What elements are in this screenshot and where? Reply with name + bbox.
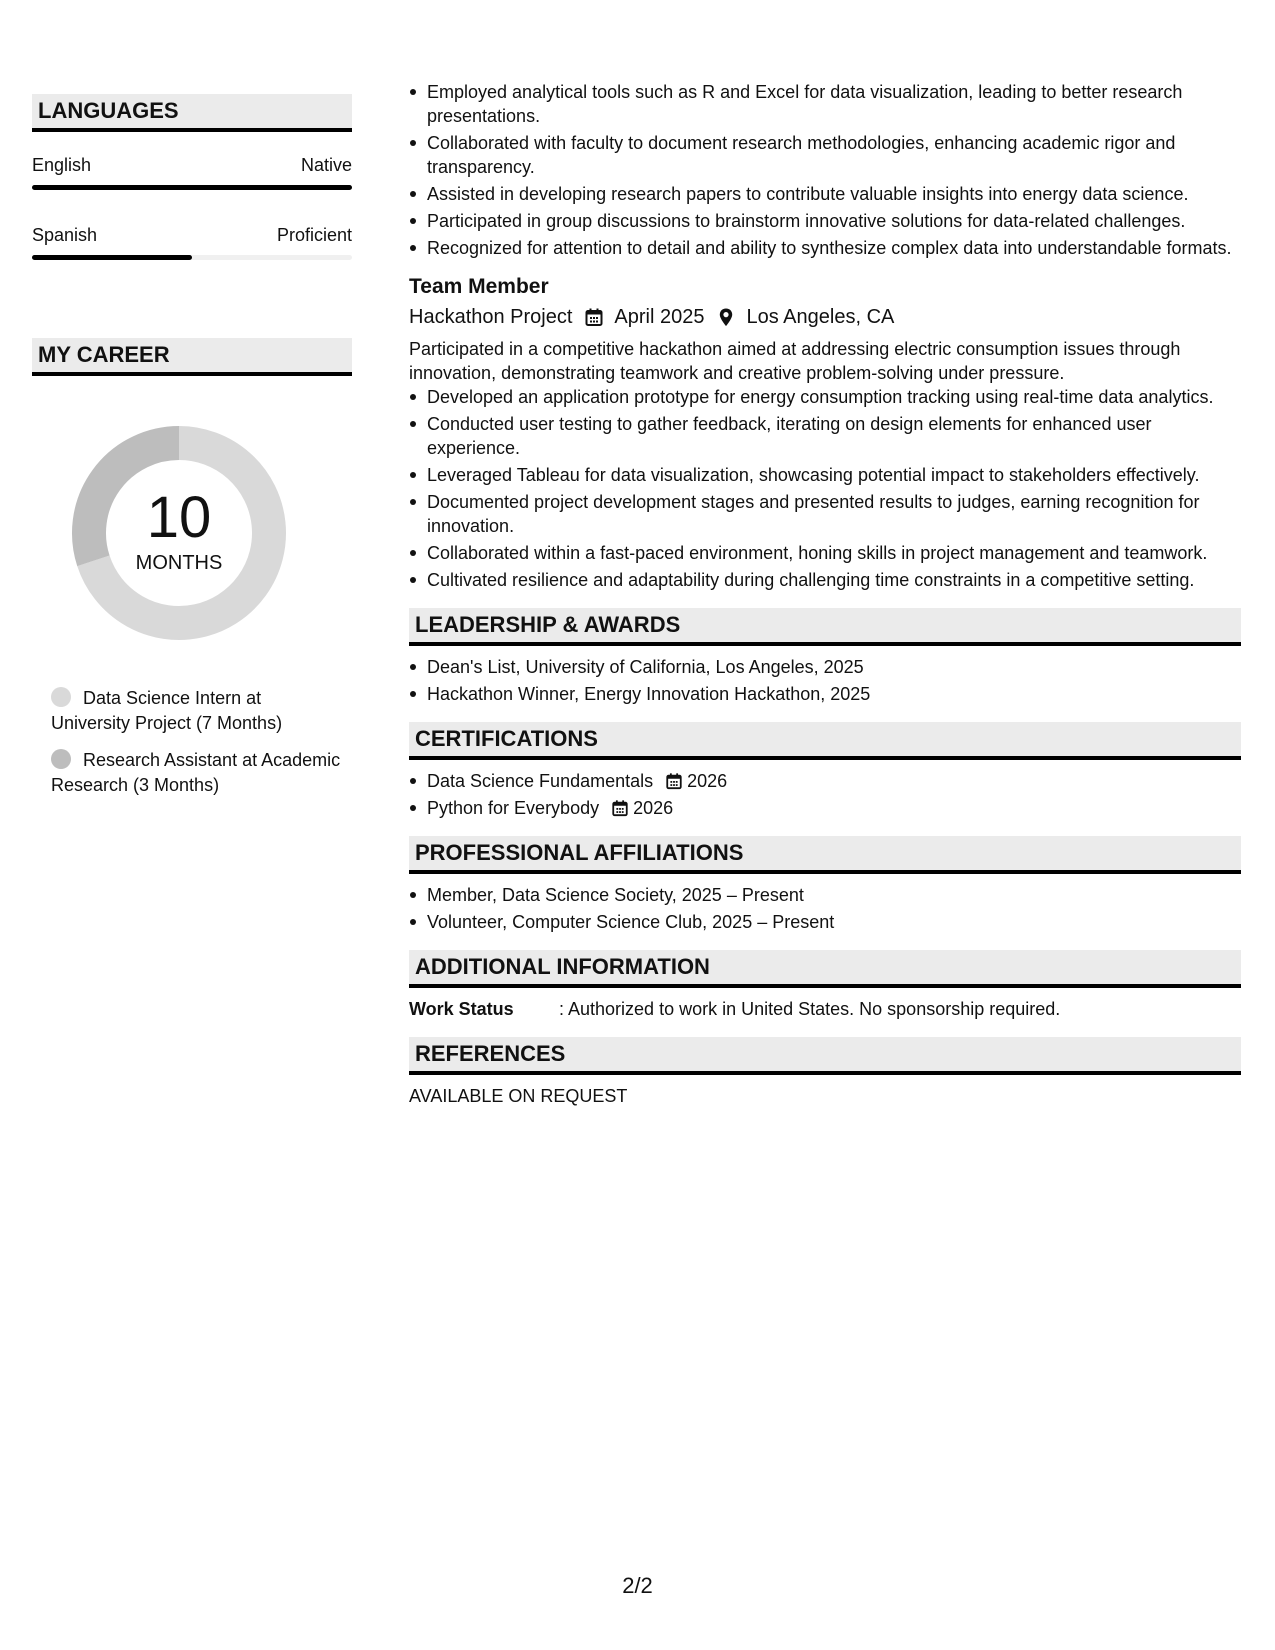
leadership-heading: LEADERSHIP & AWARDS (409, 608, 1241, 646)
cert-name: Python for Everybody (427, 798, 600, 818)
left-column (32, 94, 352, 810)
proficiency-bar (32, 255, 352, 260)
cert-year: 2026 (687, 771, 728, 791)
list-item: Leveraged Tableau for data visualization, showcasing potential impact to stakeholders effectively. (409, 463, 1241, 487)
certifications-list (409, 769, 1241, 820)
language-level: Native (300, 155, 352, 175)
proficiency-bar-fill (32, 185, 352, 190)
work-status-row (409, 997, 1241, 1021)
language-name: English (32, 155, 92, 175)
career-total-value: 10 (146, 485, 212, 550)
language-name: Spanish (32, 225, 98, 245)
list-item: Conducted user testing to gather feedback, iterating on design elements for enhanced user experience. (409, 412, 1241, 460)
leadership-list (409, 655, 1241, 706)
language-item (32, 224, 352, 260)
previous-job-bullets (409, 80, 1241, 260)
list-item: Volunteer, Computer Science Club, 2025 – Present (409, 910, 1241, 934)
list-item: Collaborated with faculty to document research methodologies, enhancing academic rigor and transparency. (409, 131, 1241, 179)
cert-year: 2026 (633, 798, 674, 818)
proficiency-bar-fill (32, 255, 192, 260)
language-item (32, 154, 352, 190)
legend-dot (51, 687, 71, 707)
career-legend (51, 686, 341, 798)
job-title: Team Member (409, 275, 549, 298)
legend-label: Data Science Intern at University Project (7 Months) (51, 688, 283, 733)
list-item: Developed an application prototype for energy consumption tracking using real-time data analytics. (409, 385, 1241, 409)
calendar-icon (611, 799, 629, 817)
location-pin-icon (716, 307, 736, 327)
career-heading: MY CAREER (32, 338, 352, 376)
certifications-heading: CERTIFICATIONS (409, 722, 1241, 760)
references-text: AVAILABLE ON REQUEST (409, 1086, 628, 1106)
job-company: Hackathon Project (409, 306, 573, 328)
list-item (409, 769, 1241, 793)
list-item: Member, Data Science Society, 2025 – Present (409, 883, 1241, 907)
additional-info-heading: ADDITIONAL INFORMATION (409, 950, 1241, 988)
job-meta (409, 303, 1241, 331)
list-item: Assisted in developing research papers to contribute valuable insights into energy data science. (409, 182, 1241, 206)
list-item: Cultivated resilience and adaptability during challenging time constraints in a competitive setting. (409, 568, 1241, 592)
work-status-value: : Authorized to work in United States. No sponsorship required. (559, 999, 1061, 1019)
legend-item (51, 686, 341, 736)
list-item: Documented project development stages and presented results to judges, earning recognition for innovation. (409, 490, 1241, 538)
job-date: April 2025 (614, 306, 705, 328)
work-status-label: Work Status (409, 999, 514, 1019)
career-donut-chart (64, 418, 294, 648)
proficiency-bar (32, 185, 352, 190)
right-column (409, 80, 1241, 1108)
job-bullets (409, 385, 1241, 592)
cert-name: Data Science Fundamentals (427, 771, 654, 791)
job-description: Participated in a competitive hackathon aimed at addressing electric consumption issues through innovation, demonstrating teamwork and creative problem-solving under pressure. (409, 339, 1181, 383)
job-location: Los Angeles, CA (746, 306, 895, 328)
list-item: Hackathon Winner, Energy Innovation Hackathon, 2025 (409, 682, 1241, 706)
page-number: 2/2 (622, 1573, 653, 1598)
list-item: Employed analytical tools such as R and Excel for data visualization, leading to better research presentations. (409, 80, 1241, 128)
calendar-icon (584, 307, 604, 327)
list-item (409, 796, 1241, 820)
legend-item (51, 748, 341, 798)
list-item: Recognized for attention to detail and ability to synthesize complex data into understandable formats. (409, 236, 1241, 260)
calendar-icon (665, 772, 683, 790)
list-item: Collaborated within a fast-paced environment, honing skills in project management and teamwork. (409, 541, 1241, 565)
list-item: Participated in group discussions to brainstorm innovative solutions for data-related challenges. (409, 209, 1241, 233)
career-total-unit: MONTHS (135, 552, 223, 574)
references-heading: REFERENCES (409, 1037, 1241, 1075)
affiliations-list (409, 883, 1241, 934)
affiliations-heading: PROFESSIONAL AFFILIATIONS (409, 836, 1241, 874)
languages-heading: LANGUAGES (32, 94, 352, 132)
list-item: Dean's List, University of California, Los Angeles, 2025 (409, 655, 1241, 679)
legend-label: Research Assistant at Academic Research (3 Months) (51, 750, 341, 795)
legend-dot (51, 749, 71, 769)
language-level: Proficient (276, 225, 352, 245)
